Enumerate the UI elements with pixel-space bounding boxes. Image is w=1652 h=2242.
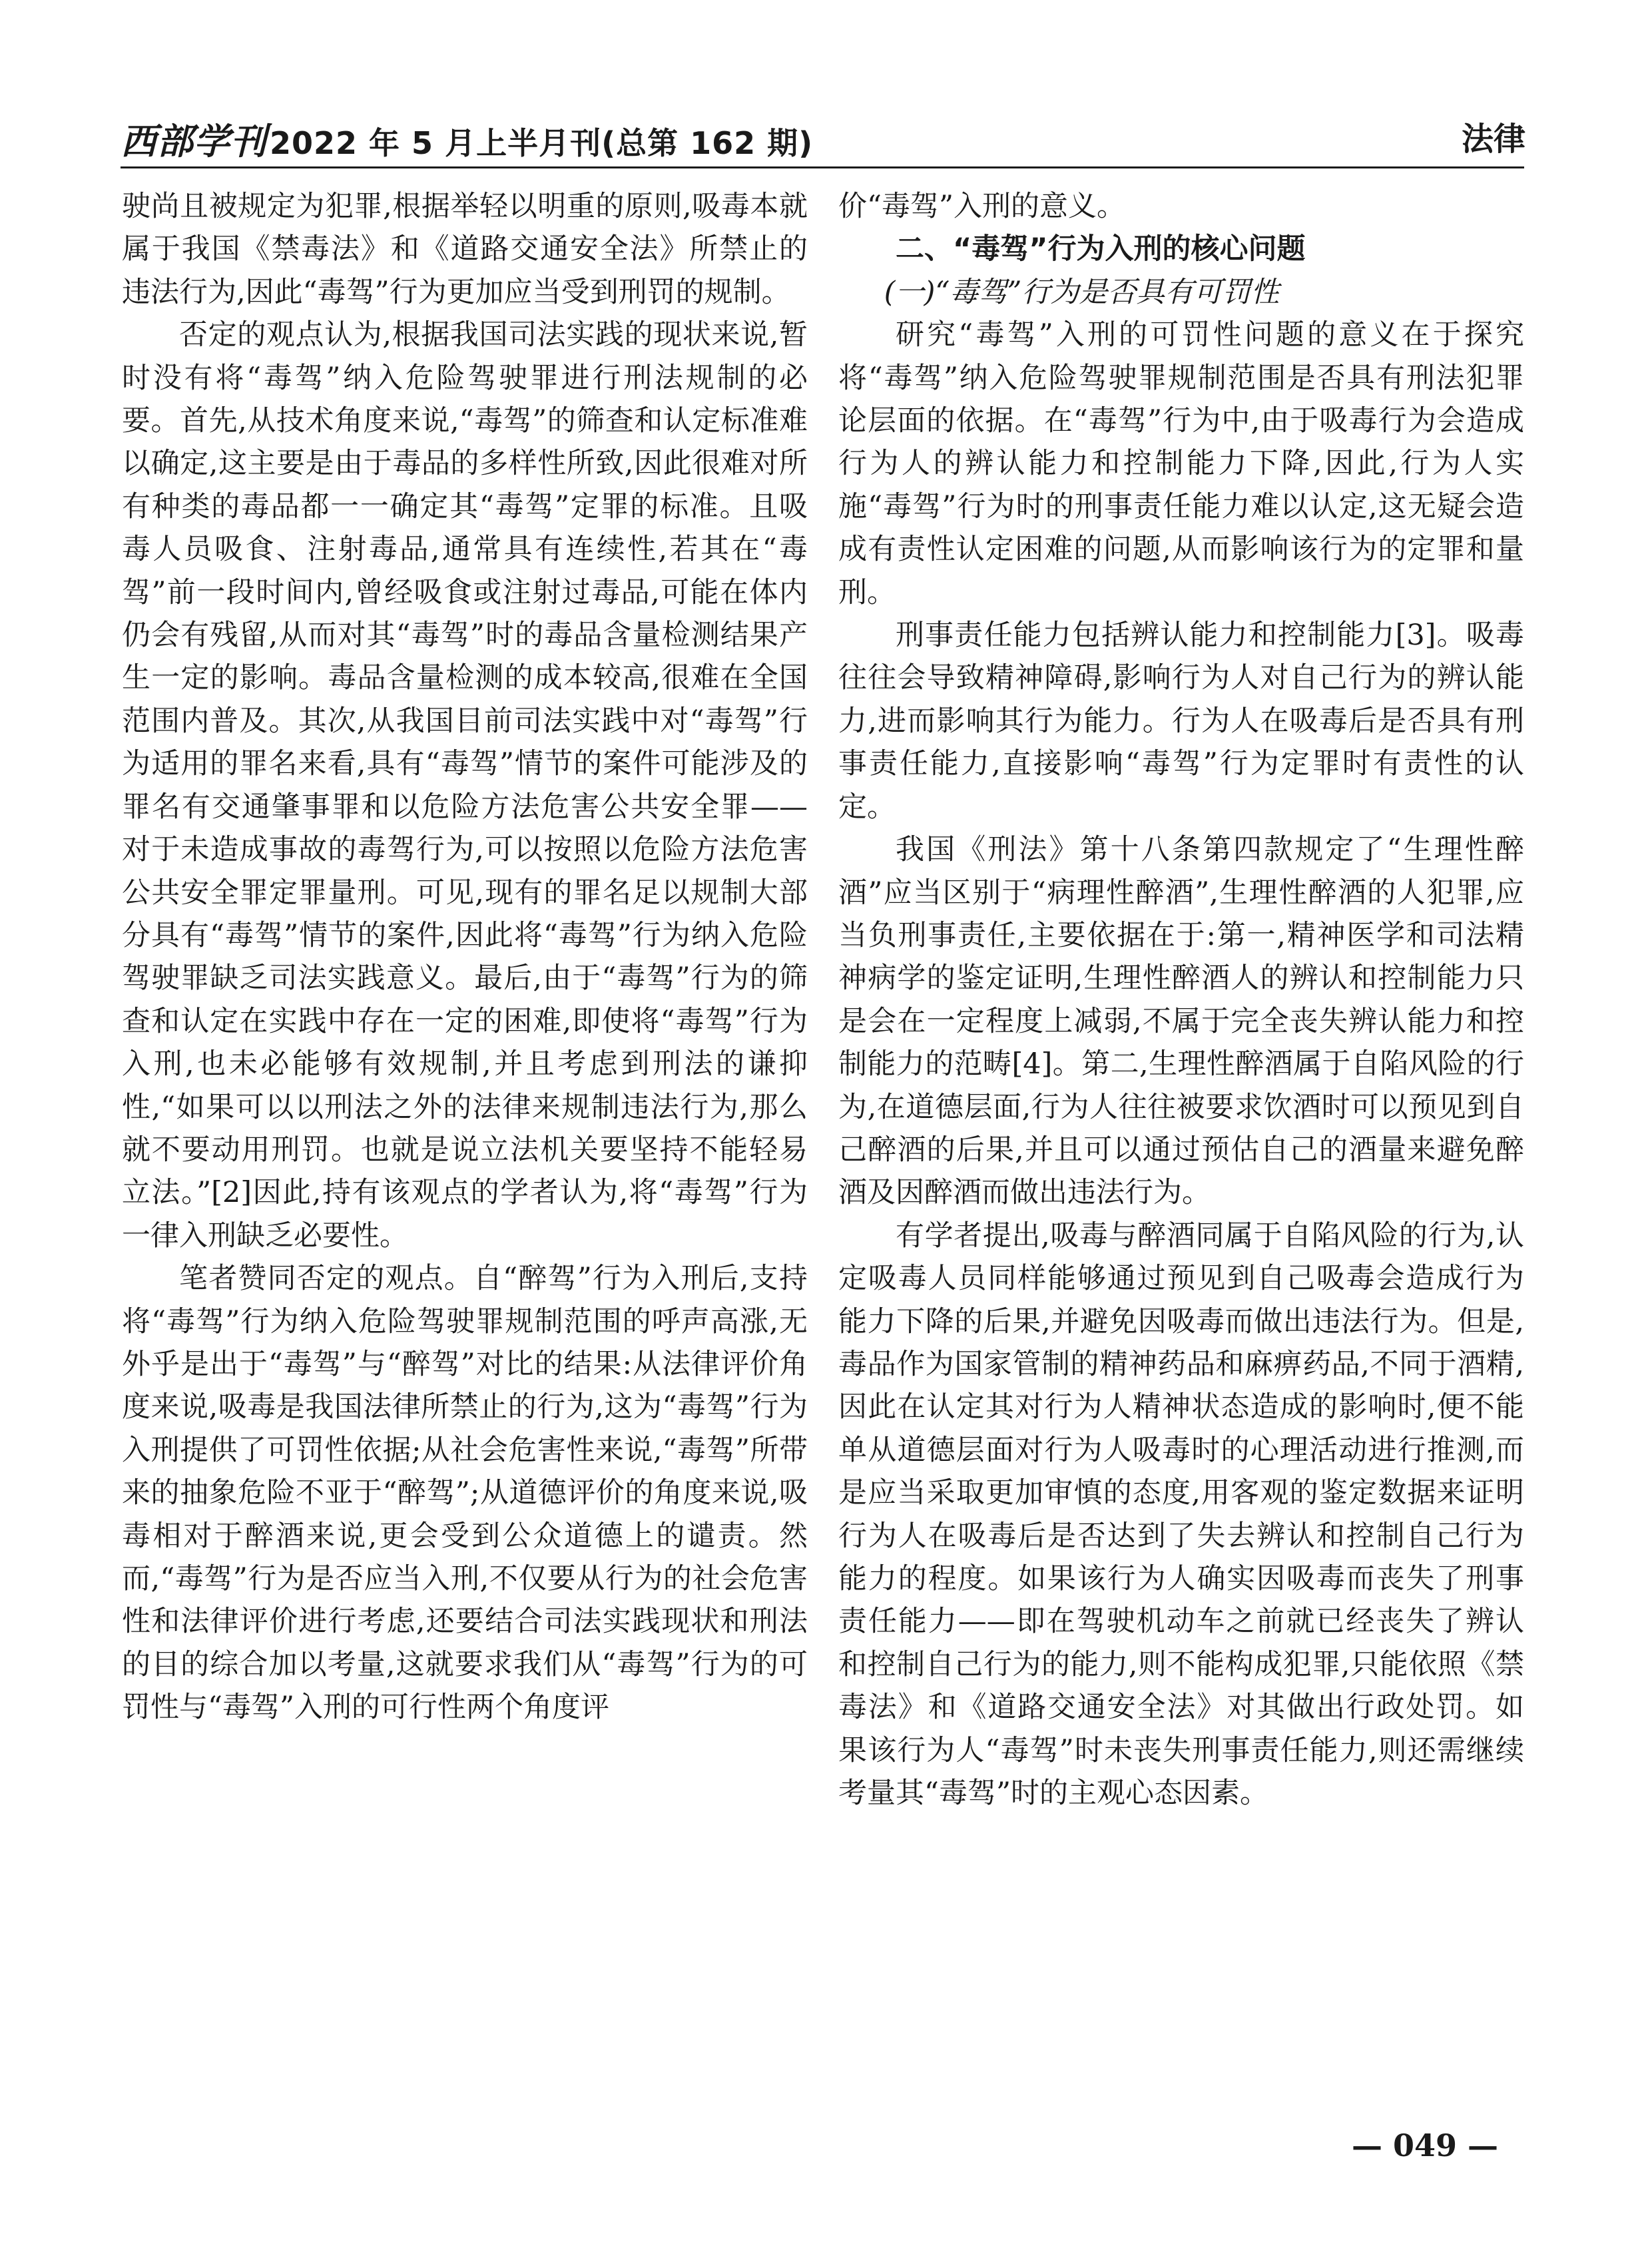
section-heading: 二、“毒驾”行为入刑的核心问题 bbox=[896, 232, 1306, 266]
page-number: — 049 — bbox=[1352, 2127, 1499, 2163]
section-label: 法律 bbox=[1461, 121, 1525, 158]
header-divider bbox=[121, 166, 1524, 168]
subsection-heading: (一)“毒驾”行为是否具有可罚性 bbox=[884, 275, 1280, 309]
journal-header bbox=[121, 113, 813, 164]
paragraph: 否定的观点认为,根据我国司法实践的现状来说,暂时没有将“毒驾”纳入危险驾驶罪进行刑法规制的必要。首先,从技术角度来说,“毒驾”的筛查和认定标准难以确定,这主要是由于毒品的多样性所致,因此很难对所有种类的毒品都一一确定其“毒驾”定罪的标准。且吸毒人员吸食、注射毒品,通常具有连续性,若其在“毒驾”前一段时间内,曾经吸食或注射过毒品,可能在体内仍会有残留,从而对其“毒驾”时的毒品含量检测结果产生一定的影响。毒品含量检测的成本较高,很难在全国范围内普及。其次,从我国目前司法实践中对“毒驾”行为适用的罪名来看,具有“毒驾”情节的案件可能涉及的罪名有交通肇事罪和以危险方法危害公共安全罪——对于未造成事故的毒驾行为,可以按照以危险方法危害公共安全罪定罪量刑。可见,现有的罪名足以规制大部分具有“毒驾”情节的案件,因此将“毒驾”行为纳入危险驾驶罪缺乏司法实践意义。最后,由于“毒驾”行为的筛查和认定在实践中存在一定的困难,即使将“毒驾”行为入刑,也未必能够有效规制,并且考虑到刑法的谦抑性,“如果可以以刑法之外的法律来规制违法行为,那么就不要动用刑罚。也就是说立法机关要坚持不能轻易立法。”[2]因此,持有该观点的学者认为,将“毒驾”行为一律入刑缺乏必要性。 bbox=[122, 318, 808, 1253]
paragraph: 驶尚且被规定为犯罪,根据举轻以明重的原则,吸毒本就属于我国《禁毒法》和《道路交通安全法》所禁止的违法行为,因此“毒驾”行为更加应当受到刑罚的规制。 bbox=[122, 190, 808, 309]
right-column bbox=[838, 185, 1524, 1815]
paragraph: 刑事责任能力包括辨认能力和控制能力[3]。吸毒往往会导致精神障碍,影响行为人对自己行为的辨认能力,进而影响其行为能力。行为人在吸毒后是否具有刑事责任能力,直接影响“毒驾”行为定罪时有责性的认定。 bbox=[838, 619, 1524, 824]
paragraph: 笔者赞同否定的观点。自“醉驾”行为入刑后,支持将“毒驾”行为纳入危险驾驶罪规制范围的呼声高涨,无外乎是出于“毒驾”与“醉驾”对比的结果:从法律评价角度来说,吸毒是我国法律所禁止的行为,这为“毒驾”行为入刑提供了可罚性依据;从社会危害性来说,“毒驾”所带来的抽象危险不亚于“醉驾”;从道德评价的角度来说,吸毒相对于醉酒来说,更会受到公众道德上的谴责。然而,“毒驾”行为是否应当入刑,不仅要从行为的社会危害性和法律评价进行考虑,还要结合司法实践现状和刑法的目的综合加以考量,这就要求我们从“毒驾”行为的可罚性与“毒驾”入刑的可行性两个角度评 bbox=[122, 1262, 808, 1725]
paragraph: 有学者提出,吸毒与醉酒同属于自陷风险的行为,认定吸毒人员同样能够通过预见到自己吸毒会造成行为能力下降的后果,并避免因吸毒而做出违法行为。但是,毒品作为国家管制的精神药品和麻痹药品,不同于酒精,因此在认定其对行为人精神状态造成的影响时,便不能单从道德层面对行为人吸毒时的心理活动进行推测,而是应当采取更加审慎的态度,用客观的鉴定数据来证明行为人在吸毒后是否达到了失去辨认和控制自己行为能力的程度。如果该行为人确实因吸毒而丧失了刑事责任能力——即在驾驶机动车之前就已经丧失了辨认和控制自己行为的能力,则不能构成犯罪,只能依照《禁毒法》和《道路交通安全法》对其做出行政处罚。如果该行为人“毒驾”时未丧失刑事责任能力,则还需继续考量其“毒驾”时的主观心态因素。 bbox=[838, 1219, 1524, 1811]
paragraph: 研究“毒驾”入刑的可罚性问题的意义在于探究将“毒驾”纳入危险驾驶罪规制范围是否具有刑法犯罪论层面的依据。在“毒驾”行为中,由于吸毒行为会造成行为人的辨认能力和控制能力下降,因此,行为人实施“毒驾”行为时的刑事责任能力难以认定,这无疑会造成有责性认定困难的问题,从而影响该行为的定罪和量刑。 bbox=[838, 318, 1524, 609]
issue-info: 2022 年 5 月上半月刊(总第 162 期) bbox=[270, 125, 814, 161]
left-column bbox=[122, 185, 808, 1729]
paragraph: 价“毒驾”入刑的意义。 bbox=[838, 190, 1125, 223]
paragraph: 我国《刑法》第十八条第四款规定了“生理性醉酒”应当区别于“病理性醉酒”,生理性醉酒的人犯罪,应当负刑事责任,主要依据在于:第一,精神医学和司法精神病学的鉴定证明,生理性醉酒人的辨认和控制能力只是会在一定程度上减弱,不属于完全丧失辨认能力和控制能力的范畴[4]。第二,生理性醉酒属于自陷风险的行为,在道德层面,行为人往往被要求饮酒时可以预见到自己醉酒的后果,并且可以通过预估自己的酒量来避免醉酒及因醉酒而做出违法行为。 bbox=[838, 833, 1524, 1210]
journal-logo: 西部学刊 bbox=[121, 120, 267, 162]
